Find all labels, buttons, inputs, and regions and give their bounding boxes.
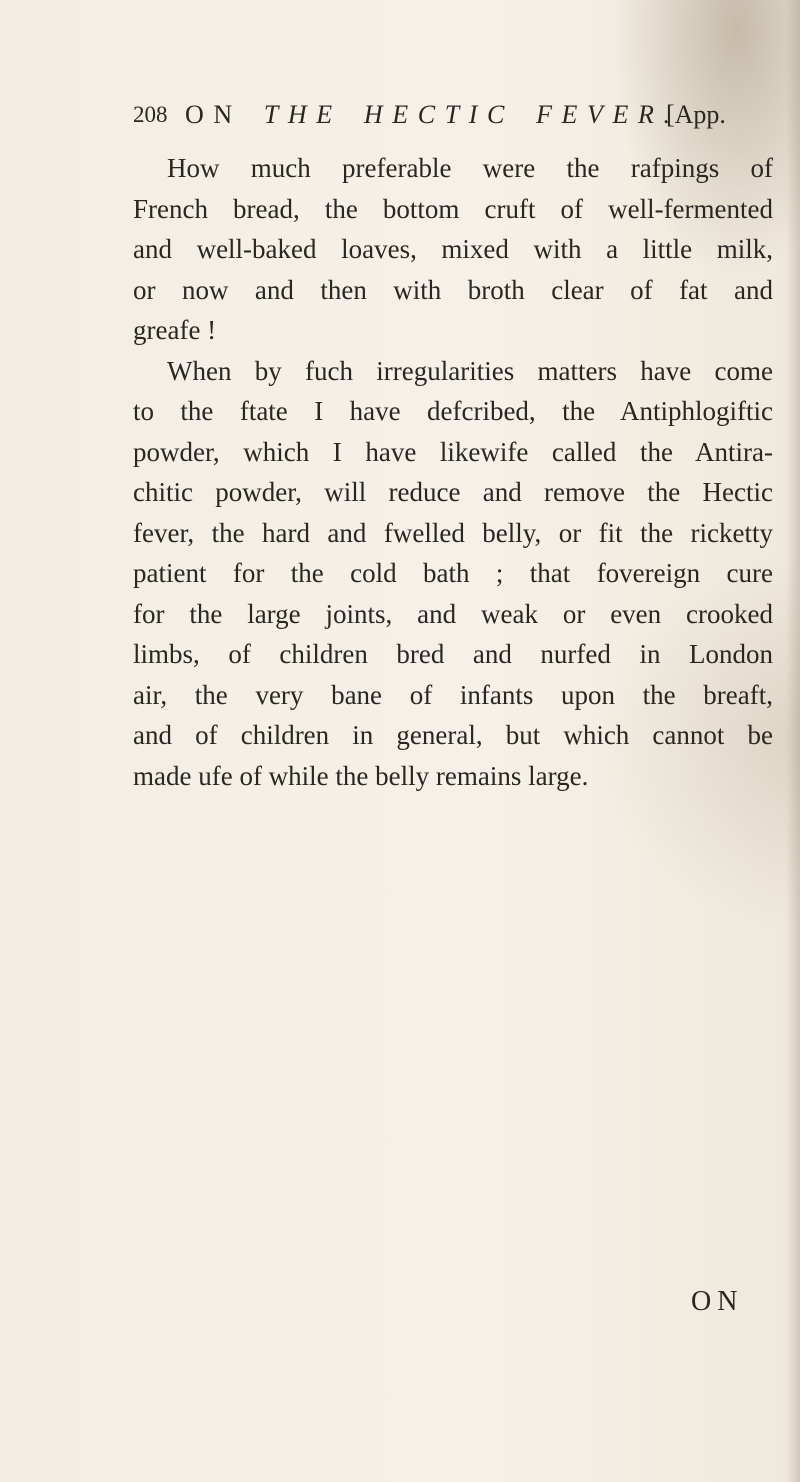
text-line: fever, the hard and fwelled belly, or fit the ricketty bbox=[133, 517, 773, 548]
text-line: limbs, of children bred and nurfed in London bbox=[133, 639, 773, 669]
text-line: French bread, the bottom cruft of well-fermented bbox=[133, 193, 773, 224]
text-line: or now and then with broth clear of fat and bbox=[133, 274, 773, 305]
text-line: and well-baked loaves, mixed with a little milk, bbox=[133, 234, 773, 264]
paragraph-1 bbox=[133, 148, 773, 351]
body-text bbox=[133, 148, 773, 796]
text-line: to the ftate I have defcribed, the Antiphlogiftic bbox=[133, 396, 773, 426]
running-title-on: ON bbox=[185, 100, 242, 129]
text-line: greafe ! bbox=[133, 315, 217, 345]
text-line: made ufe of while the belly remains large. bbox=[133, 760, 589, 791]
running-title-the: THE bbox=[263, 100, 342, 129]
page-number: 208 bbox=[133, 102, 168, 127]
text-line: When by fuch irregularities matters have come bbox=[167, 355, 773, 386]
text-line: chitic powder, will reduce and remove the Hectic bbox=[133, 477, 773, 507]
paragraph-2 bbox=[133, 351, 773, 797]
running-header bbox=[133, 96, 773, 136]
text-line: patient for the cold bath ; that fovereign cure bbox=[133, 558, 773, 588]
page-edge-shadow bbox=[786, 0, 800, 1482]
text-line: air, the very bane of infants upon the breaft, bbox=[133, 679, 773, 710]
running-title-hectic-fever: HECTIC FEVER. bbox=[363, 100, 680, 129]
running-title bbox=[185, 100, 680, 130]
text-line: for the large joints, and weak or even crooked bbox=[133, 598, 773, 629]
catchword: ON bbox=[691, 1286, 744, 1317]
text-line: and of children in general, but which cannot be bbox=[133, 720, 773, 750]
section-tag: [App. bbox=[666, 100, 726, 129]
text-line: powder, which I have likewife called the Antira- bbox=[133, 436, 773, 467]
text-line: How much preferable were the rafpings of bbox=[167, 153, 773, 183]
